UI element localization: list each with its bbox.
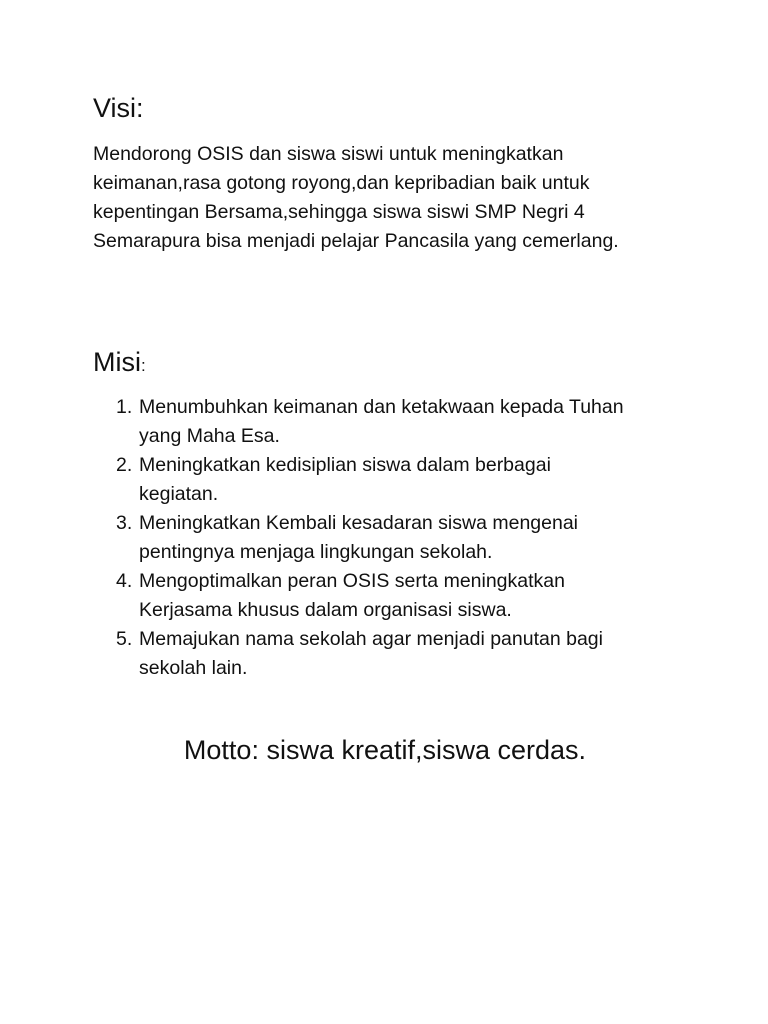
misi-item-number: 1. [116,396,133,418]
misi-item-number: 2. [116,454,133,476]
visi-paragraph [93,140,693,256]
motto-text [0,732,768,768]
misi-item-line: Mengoptimalkan peran OSIS serta meningkatkan [139,570,565,592]
motto-line: Motto: siswa kreatif,siswa cerdas. [183,735,587,765]
misi-heading-text: Misi [93,347,141,377]
misi-list-item [93,393,693,451]
misi-item-line: Kerjasama khusus dalam organisasi siswa. [139,599,512,621]
visi-line: Semarapura bisa menjadi pelajar Pancasila yang cemerlang. [93,230,619,252]
misi-item-line: Meningkatkan kedisiplian siswa dalam berbagai [139,454,551,476]
misi-item-line: Meningkatkan Kembali kesadaran siswa mengenai [139,512,578,534]
visi-line: keimanan,rasa gotong royong,dan kepribadian baik untuk [93,172,590,194]
misi-list-item [93,567,693,625]
misi-item-line: pentingnya menjaga lingkungan sekolah. [139,541,493,563]
misi-item-line: sekolah lain. [139,657,248,679]
misi-list-item [93,625,693,683]
misi-item-number: 5. [116,628,133,650]
misi-list-item [93,509,693,567]
misi-item-line: yang Maha Esa. [139,425,280,447]
misi-heading [93,346,146,382]
misi-list [93,393,693,683]
visi-line: Mendorong OSIS dan siswa siswi untuk meningkatkan [93,143,564,165]
misi-item-line: Memajukan nama sekolah agar menjadi panutan bagi [139,628,603,650]
misi-item-number: 3. [116,512,133,534]
misi-list-item [93,451,693,509]
misi-item-number: 4. [116,570,133,592]
visi-line: kepentingan Bersama,sehingga siswa siswi SMP Negri 4 [93,201,585,223]
misi-item-line: kegiatan. [139,483,219,505]
misi-heading-colon: : [141,356,146,375]
visi-heading: Visi: [93,93,144,123]
misi-item-line: Menumbuhkan keimanan dan ketakwaan kepada Tuhan [139,396,624,418]
